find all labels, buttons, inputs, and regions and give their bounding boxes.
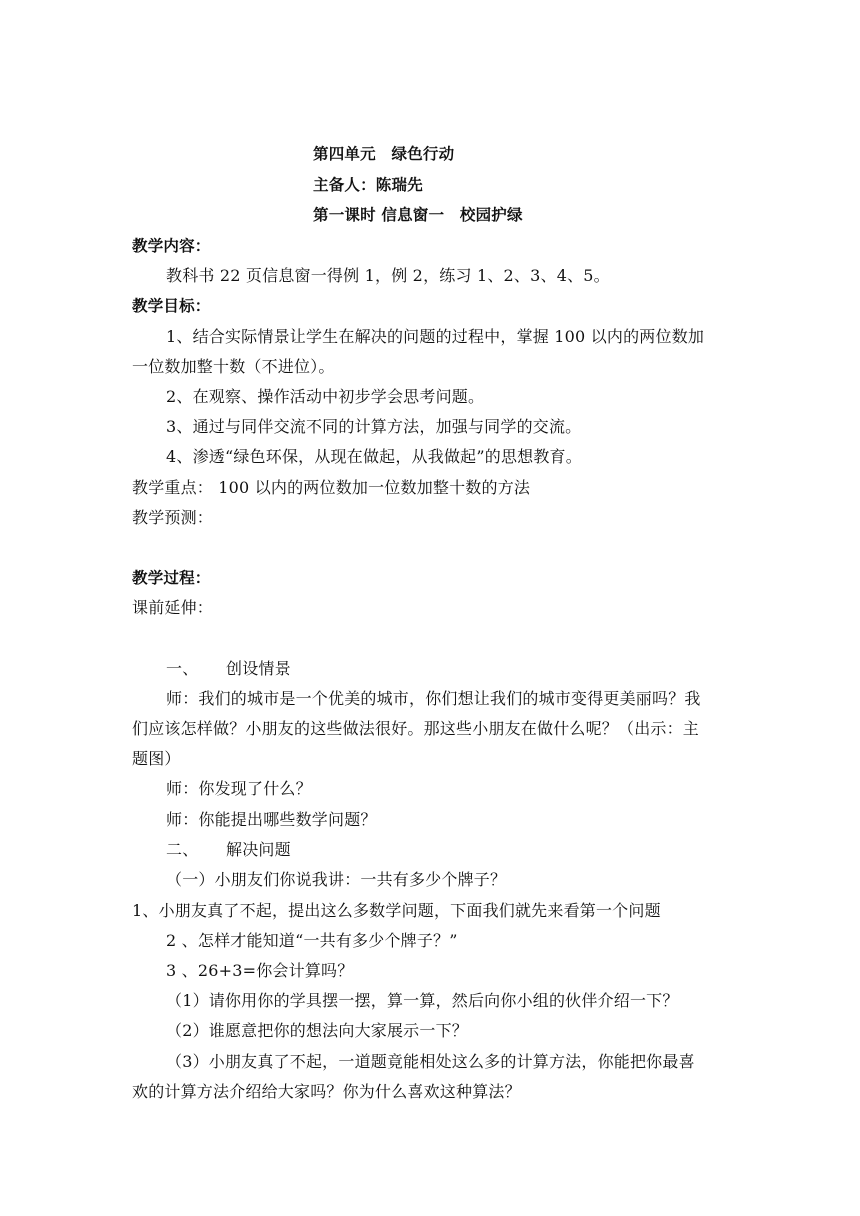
step-1: （1）请你用你的学具摆一摆，算一算，然后向你小组的伙伴介绍一下？ [166, 991, 679, 1010]
unit-title: 第四单元 绿色行动 [313, 145, 455, 163]
question-2: 师：你能提出哪些数学问题？ [166, 810, 377, 829]
goal-1-line-2: 一位数加整十数（不进位）。 [132, 357, 335, 376]
step-3-line-2: 欢的计算方法介绍给大家吗？你为什么喜欢这种算法？ [132, 1082, 521, 1101]
goal-4: 4、渗透“绿色环保，从现在做起，从我做起”的思想教育。 [166, 447, 582, 466]
item-3: 3 、26+3=你会计算吗？ [166, 961, 354, 980]
paragraph-1-line-1: 师：我们的城市是一个优美的城市，你们想让我们的城市变得更美丽吗？我 [166, 689, 701, 708]
teaching-goals-heading: 教学目标： [132, 297, 211, 315]
teaching-content-heading: 教学内容： [132, 237, 211, 255]
goal-1-line-1: 1、结合实际情景让学生在解决的问题的过程中，掌握 100 以内的两位数加 [166, 327, 705, 346]
goal-2: 2、在观察、操作活动中初步学会思考问题。 [166, 387, 485, 406]
goal-3: 3、通过与同伴交流不同的计算方法，加强与同学的交流。 [166, 417, 582, 436]
section-2-title: 解决问题 [226, 840, 291, 859]
teaching-prediction: 教学预测： [132, 508, 214, 527]
teaching-process-heading: 教学过程： [132, 569, 211, 587]
pre-class-extension: 课前延伸： [132, 598, 214, 617]
section-1-title: 创设情景 [226, 659, 291, 678]
question-1: 师：你发现了什么？ [166, 779, 312, 798]
section-2-number: 二、 [166, 840, 199, 859]
section-1-number: 一、 [166, 659, 199, 678]
paragraph-1-line-3: 题图） [132, 749, 181, 768]
paragraph-1-line-2: 们应该怎样做？小朋友的这些做法很好。那这些小朋友在做什么呢？（出示：主 [132, 719, 700, 738]
preparer: 主备人：陈瑞先 [313, 176, 423, 194]
step-2: （2）谁愿意把你的想法向大家展示一下？ [166, 1021, 468, 1040]
subsection-1: （一）小朋友们你说我讲：一共有多少个牌子？ [166, 870, 507, 889]
teaching-content-text: 教科书 22 页信息窗一得例 1，例 2，练习 1、2、3、4、5。 [166, 266, 610, 285]
item-1: 1、小朋友真了不起，提出这么多数学问题，下面我们就先来看第一个问题 [132, 901, 661, 920]
key-point: 教学重点： 100 以内的两位数加一位数加整十数的方法 [132, 478, 531, 497]
item-2: 2 、怎样才能知道“一共有多少个牌子？” [166, 931, 458, 950]
lesson-title: 第一课时 信息窗一 校园护绿 [313, 206, 523, 224]
step-3-line-1: （3）小朋友真了不起，一道题竟能相处这么多的计算方法，你能把你最喜 [166, 1052, 695, 1071]
